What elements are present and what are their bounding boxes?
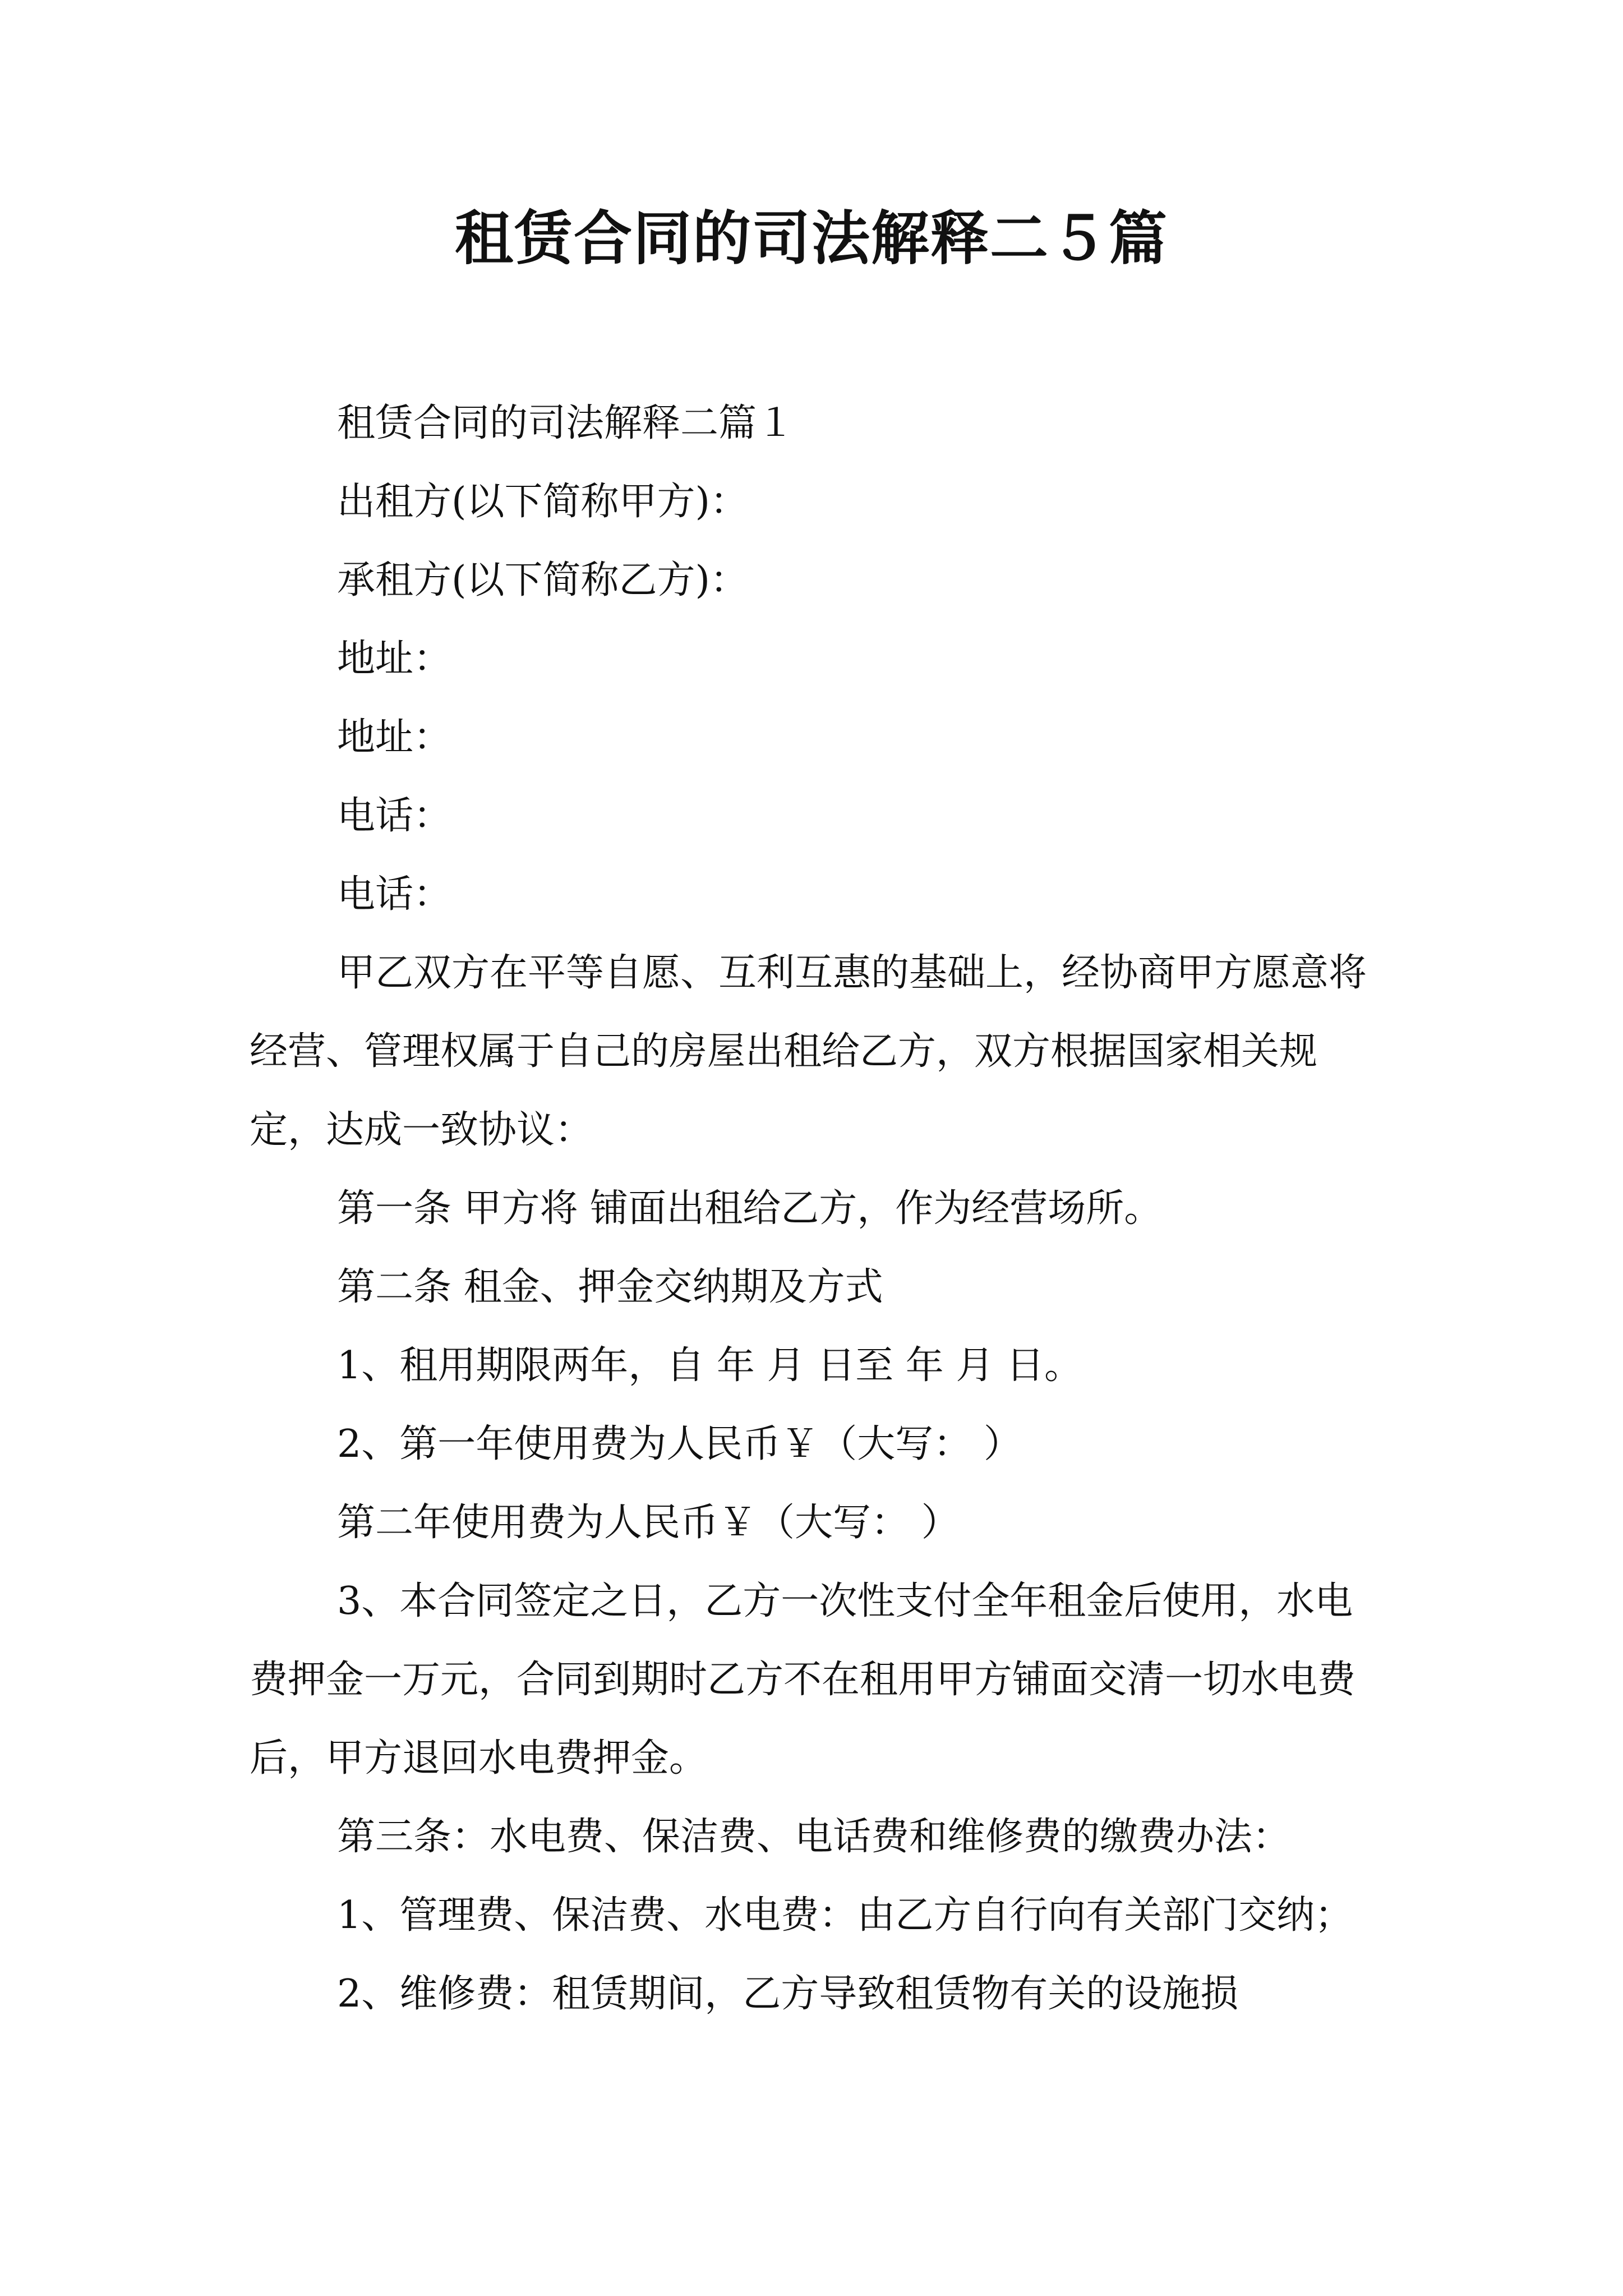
paragraph: 地址： (337, 637, 452, 681)
paragraph: 3、本合同签定之日，乙方一次性支付全年租金后使用，水电费押金一万元，合同到期时乙方不在租用甲方铺面交清一切水电费后，甲方退回水电费押金。 (250, 1579, 1356, 1780)
paragraph: 第一条 甲方将 铺面出租给乙方，作为经营场所。 (337, 1186, 1163, 1231)
document-title: 租赁合同的司法解释二５篇 (454, 204, 1168, 273)
paragraph: 电话： (337, 872, 452, 917)
paragraph: 1、管理费、保洁费、水电费：由乙方自行向有关部门交纳； (337, 1893, 1353, 1938)
paragraph: 地址： (337, 715, 452, 760)
paragraph: 1、租用期限两年，自 年 月 日至 年 月 日。 (337, 1343, 1082, 1388)
paragraph: 出租方(以下简称甲方)： (337, 480, 749, 524)
paragraph: 第二年使用费为人民币￥（大写： ） (337, 1501, 960, 1545)
document-body (250, 384, 1388, 2033)
paragraph: 2、维修费：租赁期间，乙方导致租赁物有关的设施损 (337, 1972, 1239, 2016)
paragraph: 第二条 租金、押金交纳期及方式 (337, 1265, 883, 1309)
paragraph: 第三条：水电费、保洁费、电话费和维修费的缴费办法： (337, 1815, 1291, 1859)
paragraph: 甲乙双方在平等自愿、互利互惠的基础上，经协商甲方愿意将经营、管理权属于自己的房屋出租给乙方，双方根据国家相关规定，达成一致协议： (250, 951, 1367, 1152)
paragraph: 2、第一年使用费为人民币￥（大写： ） (337, 1422, 1022, 1466)
paragraph: 租赁合同的司法解释二篇１ (337, 401, 795, 445)
paragraph: 电话： (337, 794, 452, 838)
paragraph: 承租方(以下简称乙方)： (337, 558, 749, 602)
